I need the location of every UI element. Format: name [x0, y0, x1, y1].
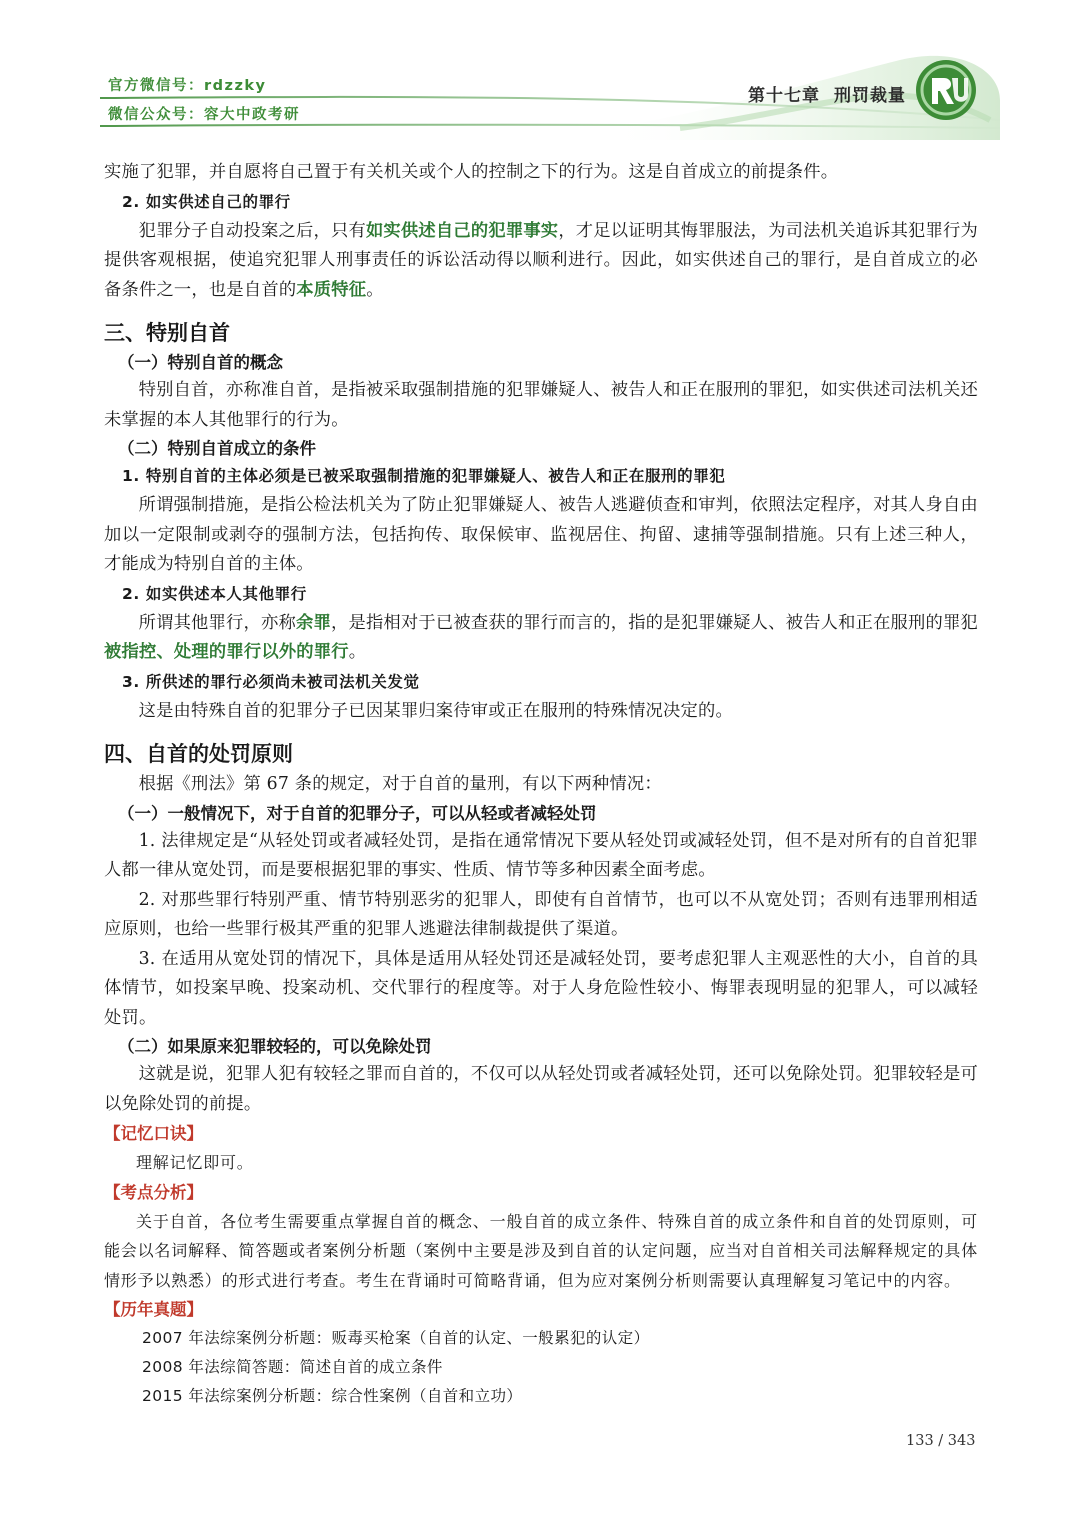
text-run: 。: [348, 642, 367, 662]
memo-text: 理解记忆即可。: [136, 1153, 254, 1172]
chapter-heading: [748, 81, 906, 106]
memo-tag: 【记忆口诀】: [104, 1124, 203, 1143]
subheading: 3. 所供述的罪行必须尚未被司法机关发觉: [122, 672, 420, 691]
page-total: 343: [947, 1433, 976, 1449]
paragraph: 这就是说，犯罪人犯有较轻之罪而自首的，不仅可以从轻处罚或者减轻处罚，还可以免除处罚。犯罪较轻是可以免除处罚的前提。: [104, 1064, 978, 1114]
subsection-heading: （一）特别自首的概念: [118, 353, 283, 372]
wechat-id: 官方微信号：rdzzky: [108, 78, 267, 94]
page-number: [906, 1433, 975, 1449]
text-run: ，才足以证明其悔罪服法，为司法机关追诉其犯罪行为提供客观根据，使追究犯罪人刑事责任的诉讼活动得以顺利进行。因此，如实供述自己的罪行，是自首成立的必备条件之一，也是自首的: [104, 220, 979, 300]
past-exam-item: 2008 年法综简答题：简述自首的成立条件: [142, 1358, 443, 1376]
page-header: [0, 0, 1080, 140]
chapter-number: 第十七章: [748, 86, 820, 106]
subsection-heading: （二）特别自首成立的条件: [118, 439, 316, 458]
paragraph: 特别自首，亦称准自首，是指被采取强制措施的犯罪嫌疑人、被告人和正在服刑的罪犯，如实供述司法机关还未掌握的本人其他罪行的行为。: [104, 380, 978, 430]
paragraph: [104, 609, 978, 668]
past-exam-item: 2007 年法综案例分析题：贩毒买枪案（自首的认定、一般累犯的认定）: [142, 1329, 650, 1347]
section-heading: 四、自首的处罚原则: [104, 742, 293, 766]
highlight-text: 被指控、处理的罪行以外的罪行: [104, 642, 349, 662]
subsection-heading: （二）如果原来犯罪较轻的，可以免除处罚: [118, 1037, 432, 1056]
highlight-text: 本质特征: [296, 279, 367, 300]
text-run: 。: [366, 279, 384, 300]
subheading: 1. 特别自首的主体必须是已被采取强制措施的犯罪嫌疑人、被告人和正在服刑的罪犯: [122, 467, 726, 485]
text-run: 犯罪分子自动投案之后，只有: [138, 220, 366, 241]
text-run: ，是指相对于已被查获的罪行而言的，指的是犯罪嫌疑人、被告人和正在服刑的罪犯: [330, 612, 978, 633]
paragraph: 这是由特殊自首的犯罪分子已因某罪归案待审或正在服刑的特殊情况决定的。: [138, 700, 733, 721]
subsection-heading: （一）一般情况下，对于自首的犯罪分子，可以从轻或者减轻处罚: [118, 803, 597, 823]
ru-logo-icon: [914, 58, 978, 122]
section-heading: 三、特别自首: [104, 321, 230, 345]
highlight-text: 余罪: [295, 612, 331, 633]
chapter-title: 刑罚裁量: [834, 86, 906, 106]
page-separator: /: [938, 1433, 944, 1449]
past-exams-tag: 【历年真题】: [104, 1300, 203, 1319]
paragraph: 1. 法律规定是“从轻处罚或者减轻处罚，是指在通常情况下要从轻处罚或减轻处罚，但不是对所有的自首犯罪人都一律从宽处罚，而是要根据犯罪的事实、性质、情节等多种因素全面考虑。: [104, 830, 978, 880]
paragraph: 实施了犯罪，并自愿将自己置于有关机关或个人的控制之下的行为。这是自首成立的前提条件。: [104, 162, 839, 182]
highlight-text: 如实供述自己的犯罪事实: [365, 220, 559, 241]
subheading: 2. 如实供述本人其他罪行: [122, 584, 307, 603]
paragraph: 2. 对那些罪行特别严重、情节特别恶劣的犯罪人，即使有自首情节，也可以不从宽处罚；否则有违罪刑相适应原则，也给一些罪行极其严重的犯罪人逃避法律制裁提供了渠道。: [104, 889, 978, 939]
text-run: 所谓其他罪行，亦称: [138, 612, 296, 633]
paragraph: 所谓强制措施，是指公检法机关为了防止犯罪嫌疑人、被告人逃避侦查和审判，依照法定程序，对其人身自由加以一定限制或剥夺的强制方法，包括拘传、取保候审、监视居住、拘留、逮捕等强制措施。只有上述三种人，才能成为特别自首的主体。: [104, 495, 978, 574]
past-exam-item: 2015 年法综案例分析题：综合性案例（自首和立功）: [142, 1387, 523, 1405]
subheading: 2. 如实供述自己的罪行: [122, 192, 291, 211]
wechat-account: 微信公众号：容大中政考研: [108, 107, 300, 123]
paragraph: [104, 217, 978, 306]
analysis-tag: 【考点分析】: [104, 1182, 203, 1202]
paragraph: 3. 在适用从宽处罚的情况下，具体是适用从轻处罚还是减轻处罚，要考虑犯罪人主观恶性的大小，自首的具体情节，如投案早晚、投案动机、交代罪行的程度等。对于人身危险性较小、悔罪表现明显的犯罪人，可以减轻处罚。: [104, 948, 978, 1028]
analysis-text: 关于自首，各位考生需要重点掌握自首的概念、一般自首的成立条件、特殊自首的成立条件和自首的处罚原则，可能会以名词解释、简答题或者案例分析题（案例中主要是涉及到自首的认定问题，应当对自首相关司法解释规定的具体情形予以熟悉）的形式进行考查。考生在背诵时可简略背诵，但为应对案例分析则需要认真理解复习笔记中的内容。: [104, 1211, 978, 1290]
paragraph: 根据《刑法》第 67 条的规定，对于自首的量刑，有以下两种情况：: [138, 774, 662, 794]
page-content: [104, 158, 978, 1411]
page-current: 133: [906, 1433, 934, 1449]
